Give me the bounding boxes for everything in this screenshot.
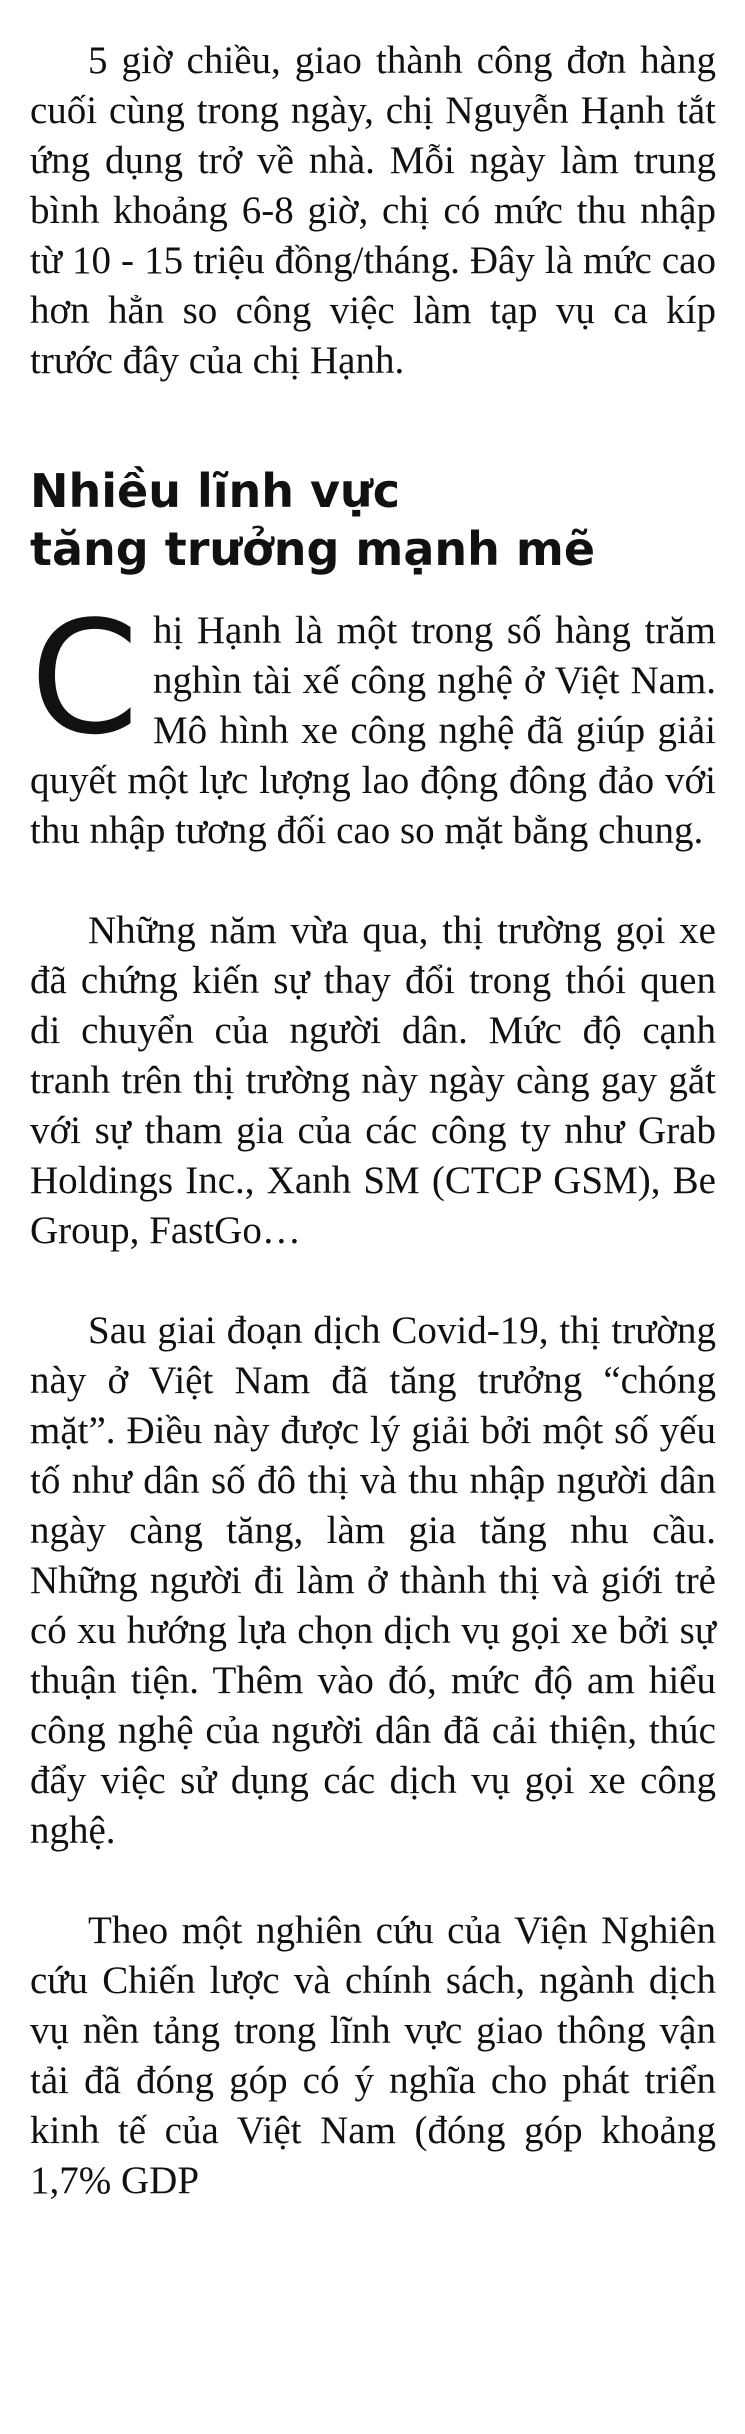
lead-paragraph — [30, 587, 716, 856]
section-heading — [30, 462, 716, 578]
market-paragraph: Những năm vừa qua, thị trường gọi xe đã chứng kiến sự thay đổi trong thói quen di chuyển của người dân. Mức độ cạnh tranh trên thị trường này ngày càng gay gắt với sự tham gia của các công ty như Grab Holdings Inc., Xanh SM (CTCP GSM), Be Group, FastGo… — [30, 909, 716, 1252]
drop-cap: C — [30, 587, 139, 769]
section-heading-line-2: tăng trưởng mạnh mẽ — [30, 522, 596, 576]
research-paragraph: Theo một nghiên cứu của Viện Nghiên cứu Chiến lược và chính sách, ngành dịch vụ nền tảng trong lĩnh vực giao thông vận tải đã đóng góp có ý nghĩa cho phát triển kinh tế của Việt Nam (đóng góp khoảng 1,7% GDP — [30, 1909, 716, 2202]
lead-paragraph-text: hị Hạnh là một trong số hàng trăm nghìn tài xế công nghệ ở Việt Nam. Mô hình xe công nghệ đã giúp giải quyết một lực lượng lao động đông đảo với thu nhập tương đối cao so mặt bằng chung. — [30, 609, 716, 852]
intro-paragraph: 5 giờ chiều, giao thành công đơn hàng cuối cùng trong ngày, chị Nguyễn Hạnh tắt ứng dụng trở về nhà. Mỗi ngày làm trung bình khoảng 6-8 giờ, chị có mức thu nhập từ 10 - 15 triệu đồng/tháng. Đây là mức cao hơn hẳn so công việc làm tạp vụ ca kíp trước đây của chị Hạnh. — [30, 39, 716, 382]
article-body — [30, 36, 716, 2206]
section-heading-line-1: Nhiều lĩnh vực — [30, 464, 401, 518]
covid-paragraph: Sau giai đoạn dịch Covid-19, thị trường này ở Việt Nam đã tăng trưởng “chóng mặt”. Điều này được lý giải bởi một số yếu tố như dân số đô thị và thu nhập người dân ngày càng tăng, làm gia tăng nhu cầu. Những người đi làm ở thành thị và giới trẻ có xu hướng lựa chọn dịch vụ gọi xe bởi sự thuận tiện. Thêm vào đó, mức độ am hiểu công nghệ của người dân đã cải thiện, thúc đẩy việc sử dụng các dịch vụ gọi xe công nghệ. — [30, 1309, 716, 1852]
